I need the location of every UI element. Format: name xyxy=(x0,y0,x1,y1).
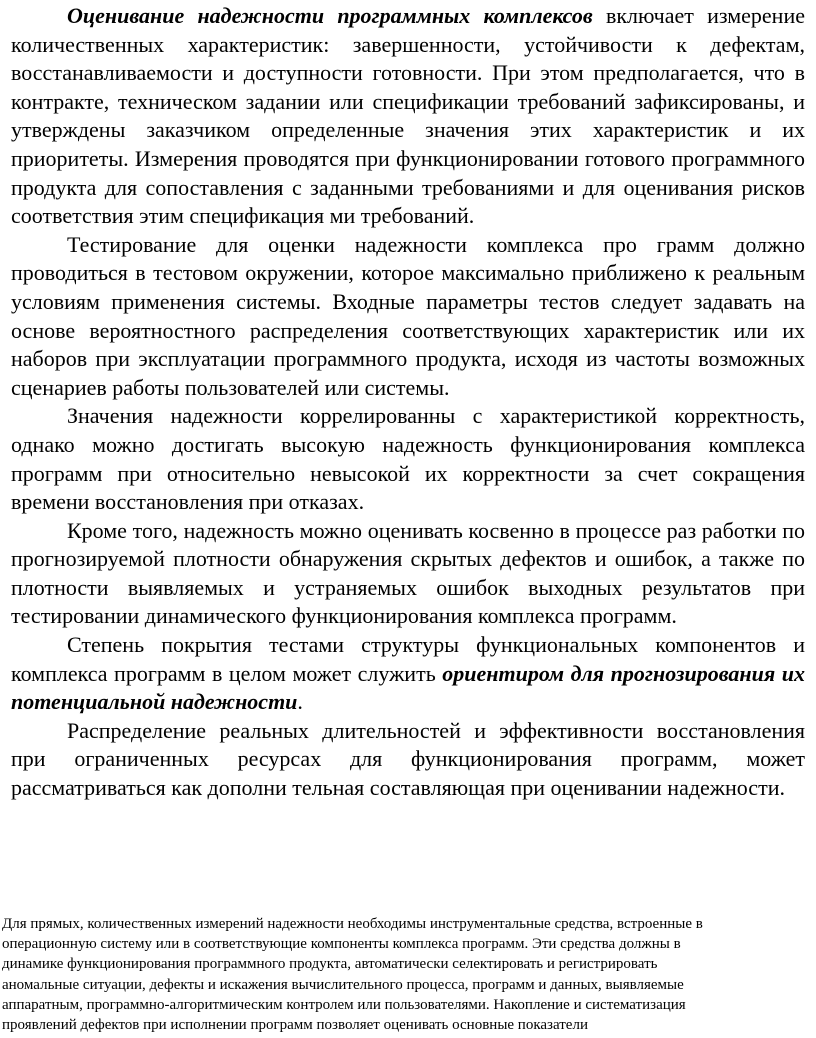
footer-line: Для прямых, количественных измерений надежности необходимы инструментальные средства, встроенные в xyxy=(2,916,703,932)
footer-line: операционную систему или в соответствующие компоненты комплекса программ. Эти средства должны в xyxy=(2,936,681,953)
paragraph-6: Распределение реальных длительностей и эффективности восстановления при ограниченных ресурсах для функционирования программ, может рассматриваться как дополни тельная составляющая при оценивании надежности. xyxy=(11,717,805,801)
paragraph-2: Тестирование для оценки надежности комплекса про грамм должно проводиться в тестовом окружении, которое максимально приближено к реальным условиям применения системы. Входные параметры тестов следует задавать на основе вероятностного распределения соответствующих характеристик или их наборов при эксплуатации программного продукта, исходя из частоты возможных сценариев работы пользователей или системы. xyxy=(11,231,805,400)
paragraph-5 xyxy=(11,631,805,717)
paragraph-3: Значения надежности коррелированны с характеристикой корректность, однако можно достигать высокую надежность функционирования комплекса программ при относительно невысокой их корректности за счет сокращения времени восстановления при отказах. xyxy=(11,403,805,515)
paragraph-1 xyxy=(11,2,805,231)
footer-text xyxy=(2,914,808,1035)
footer-line: аномальные ситуации, дефекты и искажения вычислительного процесса, программ и данных, выявляемые xyxy=(2,976,684,993)
paragraph-4: Кроме того, надежность можно оценивать косвенно в процессе раз работки по прогнозируемой плотности обнаружения скрытых дефектов и ошибок, а также по плотности выявляемых и устраняемых ошибок выходных результатов при тестировании динамического функционирования комплекса программ. xyxy=(11,517,805,629)
paragraph-5-end: . xyxy=(297,689,303,715)
footer-line: динамике функционирования программного продукта, автоматически селектировать и регистрировать xyxy=(2,956,658,973)
paragraph-5-text: Степень покрытия тестами структуры функциональных компонентов и комплекса программ в целом может служить xyxy=(11,632,805,686)
paragraph-1-heading: Оценивание надежности программных комплексов xyxy=(67,3,593,28)
paragraph-5-emphasis: ориентиром для прогнозирования их потенциальной надежности xyxy=(11,660,805,715)
main-text xyxy=(11,0,805,803)
footer-line: аппаратным, программно-алгоритмическим контролем или пользователями. Накопление и систематизация xyxy=(2,996,686,1013)
paragraph-1-text: включает измерение количественных характеристик: завершенности, устойчивости к дефектам, восстанавливаемости и доступности готовности. При этом предполагается, что в контракте, техническом задании или спецификации требований зафиксированы, и утверждены заказчиком определенные значения этих характеристик и их приоритеты. Измерения проводятся при функционировании готового программного продукта для сопоставления с заданными требованиями и для оценивания рисков соответствия этим спецификация ми требований. xyxy=(11,3,805,229)
footer-line: проявлений дефектов при исполнении программ позволяет оценивать основные показатели xyxy=(2,1017,588,1034)
